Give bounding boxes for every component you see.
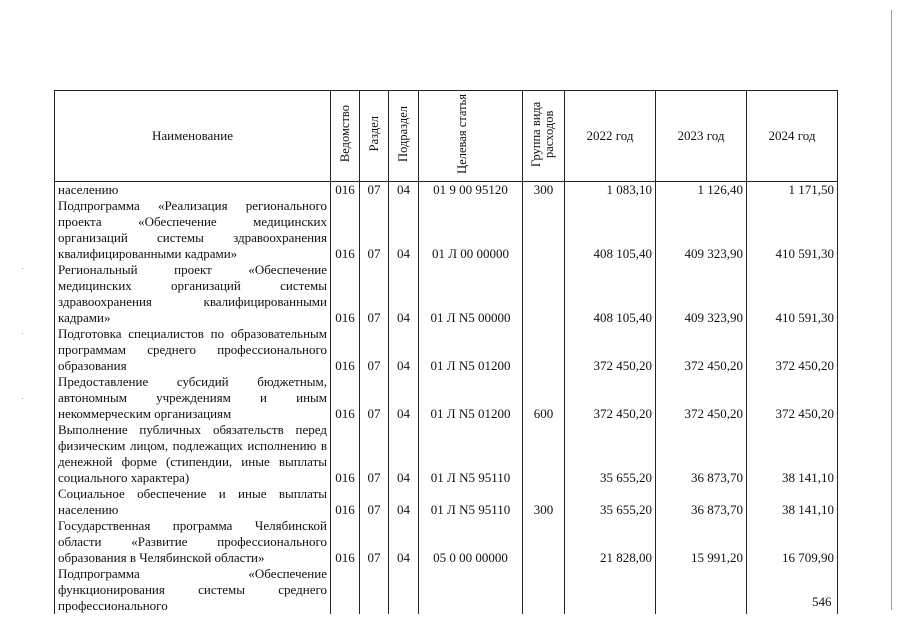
row-2024: 1 171,50 — [747, 182, 838, 199]
table-header-row — [55, 91, 838, 182]
row-name: Социальное обеспечение и иные выплаты населению — [55, 486, 331, 518]
table-row — [55, 518, 838, 566]
table-row — [55, 182, 838, 199]
row-2023: 36 873,70 — [656, 486, 747, 518]
row-celevaya: 01 Л N5 01200 — [419, 326, 523, 374]
row-name: Подпрограмма «Реализация регионального проекта «Обеспечение медицинских организаций системы здравоохранения квалифицированными кадрами» — [55, 198, 331, 262]
row-podrazdel: 04 — [389, 182, 419, 199]
row-2022: 372 450,20 — [565, 374, 656, 422]
row-2022: 408 105,40 — [565, 198, 656, 262]
header-podrazdel: Подраздел — [389, 91, 419, 182]
row-podrazdel: 04 — [389, 486, 419, 518]
row-celevaya: 01 Л N5 95110 — [419, 422, 523, 486]
row-razdel: 07 — [360, 326, 389, 374]
row-2024: 38 141,10 — [747, 486, 838, 518]
row-gruppa — [523, 198, 565, 262]
row-name: населению — [55, 182, 331, 199]
header-gruppa: Группа вида расходов — [523, 91, 565, 182]
row-celevaya: 01 Л N5 95110 — [419, 486, 523, 518]
row-name: Государственная программа Челябинской области «Развитие профессионального образования в Челябинской области» — [55, 518, 331, 566]
row-vedomstvo: 016 — [331, 262, 360, 326]
row-gruppa: 300 — [523, 486, 565, 518]
row-celevaya: 01 Л 00 00000 — [419, 198, 523, 262]
row-celevaya — [419, 566, 523, 614]
table-row — [55, 262, 838, 326]
scan-dot — [22, 333, 23, 334]
row-2023: 1 126,40 — [656, 182, 747, 199]
row-gruppa: 600 — [523, 374, 565, 422]
row-podrazdel: 04 — [389, 422, 419, 486]
page-number: 546 — [812, 594, 832, 609]
row-podrazdel: 04 — [389, 518, 419, 566]
row-gruppa — [523, 262, 565, 326]
row-name: Предоставление субсидий бюджетным, автономным учреждениям и иным некоммерческим организациям — [55, 374, 331, 422]
row-razdel: 07 — [360, 486, 389, 518]
row-2022: 408 105,40 — [565, 262, 656, 326]
row-vedomstvo: 016 — [331, 422, 360, 486]
row-2022 — [565, 566, 656, 614]
row-2023: 372 450,20 — [656, 326, 747, 374]
scan-dot — [22, 398, 23, 399]
row-2022: 1 083,10 — [565, 182, 656, 199]
row-2023: 409 323,90 — [656, 262, 747, 326]
row-name: Подпрограмма «Обеспечение функционирования системы среднего профессионального — [55, 566, 331, 614]
row-gruppa — [523, 422, 565, 486]
row-podrazdel — [389, 566, 419, 614]
header-2022: 2022 год — [565, 91, 656, 182]
row-razdel: 07 — [360, 262, 389, 326]
header-razdel: Раздел — [360, 91, 389, 182]
row-razdel: 07 — [360, 518, 389, 566]
row-razdel: 07 — [360, 374, 389, 422]
table-row — [55, 198, 838, 262]
row-razdel: 07 — [360, 198, 389, 262]
row-2023 — [656, 566, 747, 614]
row-gruppa — [523, 566, 565, 614]
row-vedomstvo: 016 — [331, 518, 360, 566]
row-podrazdel: 04 — [389, 262, 419, 326]
header-celevaya: Целевая статья — [419, 91, 523, 182]
row-gruppa — [523, 326, 565, 374]
header-2023: 2023 год — [656, 91, 747, 182]
row-podrazdel: 04 — [389, 198, 419, 262]
row-vedomstvo: 016 — [331, 374, 360, 422]
row-2024: 372 450,20 — [747, 374, 838, 422]
row-celevaya: 05 0 00 00000 — [419, 518, 523, 566]
row-vedomstvo — [331, 566, 360, 614]
row-2022: 35 655,20 — [565, 486, 656, 518]
row-vedomstvo: 016 — [331, 182, 360, 199]
scan-edge-line — [891, 10, 892, 610]
row-gruppa: 300 — [523, 182, 565, 199]
row-2023: 15 991,20 — [656, 518, 747, 566]
scan-dot — [22, 268, 23, 269]
row-celevaya: 01 9 00 95120 — [419, 182, 523, 199]
row-razdel: 07 — [360, 182, 389, 199]
row-name: Выполнение публичных обязательств перед физическим лицом, подлежащих исполнению в денежной форме (стипендии, иные выплаты социального характера) — [55, 422, 331, 486]
row-2022: 35 655,20 — [565, 422, 656, 486]
row-name: Подготовка специалистов по образовательным программам среднего профессионального образования — [55, 326, 331, 374]
row-2023: 372 450,20 — [656, 374, 747, 422]
row-2024: 38 141,10 — [747, 422, 838, 486]
row-podrazdel: 04 — [389, 326, 419, 374]
row-celevaya: 01 Л N5 00000 — [419, 262, 523, 326]
header-2024: 2024 год — [747, 91, 838, 182]
row-2022: 21 828,00 — [565, 518, 656, 566]
row-2024: 410 591,30 — [747, 262, 838, 326]
row-celevaya: 01 Л N5 01200 — [419, 374, 523, 422]
row-2023: 409 323,90 — [656, 198, 747, 262]
table-row — [55, 422, 838, 486]
table-row — [55, 486, 838, 518]
row-2022: 372 450,20 — [565, 326, 656, 374]
row-vedomstvo: 016 — [331, 486, 360, 518]
row-razdel — [360, 566, 389, 614]
budget-table — [54, 90, 838, 614]
row-name: Региональный проект «Обеспечение медицинских организаций системы здравоохранения квалифицированными кадрами» — [55, 262, 331, 326]
row-gruppa — [523, 518, 565, 566]
row-2024: 372 450,20 — [747, 326, 838, 374]
header-name: Наименование — [55, 91, 331, 182]
header-vedomstvo: Ведомство — [331, 91, 360, 182]
row-2024: 410 591,30 — [747, 198, 838, 262]
row-razdel: 07 — [360, 422, 389, 486]
row-vedomstvo: 016 — [331, 326, 360, 374]
row-vedomstvo: 016 — [331, 198, 360, 262]
row-2023: 36 873,70 — [656, 422, 747, 486]
table-row — [55, 326, 838, 374]
table-row — [55, 374, 838, 422]
row-2024: 16 709,90 — [747, 518, 838, 566]
row-podrazdel: 04 — [389, 374, 419, 422]
table-row — [55, 566, 838, 614]
